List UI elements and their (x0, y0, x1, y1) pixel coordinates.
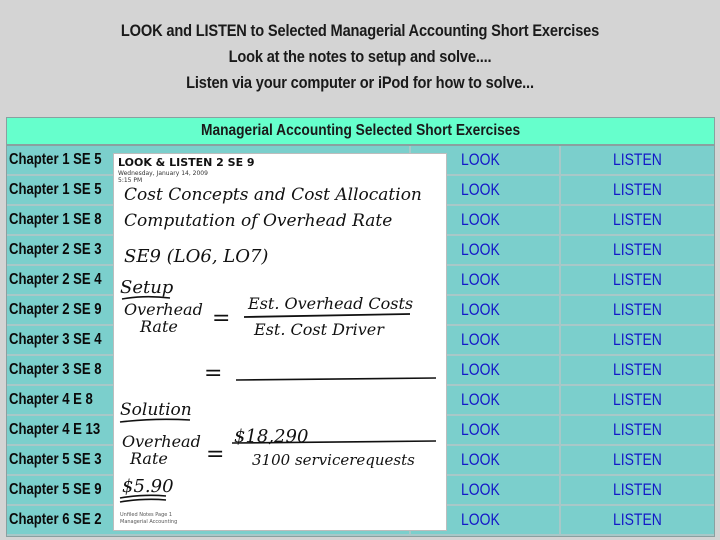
chapter-label: Chapter 6 SE 2 (9, 511, 102, 528)
listen-link[interactable] (613, 150, 673, 169)
note-numerator-2: $18,290 (234, 426, 309, 447)
chapter-label: Chapter 2 SE 4 (9, 271, 102, 288)
listen-link[interactable] (613, 210, 673, 229)
note-heading-2: Computation of Overhead Rate (124, 211, 393, 231)
look-link[interactable] (461, 240, 508, 259)
look-link[interactable] (461, 150, 508, 169)
listen-cell (561, 506, 714, 534)
listen-cell (561, 206, 714, 234)
chapter-label: Chapter 2 SE 9 (9, 301, 102, 318)
note-overhead-2: Overhead (122, 432, 201, 451)
listen-link-label: LISTEN (613, 360, 662, 379)
look-link-label: LOOK (461, 330, 500, 349)
listen-cell (561, 296, 714, 324)
listen-link[interactable] (613, 450, 673, 469)
listen-link[interactable] (613, 180, 673, 199)
note-heading-1: Cost Concepts and Cost Allocation (124, 185, 422, 205)
note-numerator-1: Est. Overhead Costs (248, 294, 414, 313)
look-link[interactable] (461, 450, 508, 469)
look-link-label: LOOK (461, 150, 500, 169)
look-link[interactable] (461, 510, 508, 529)
look-link[interactable] (461, 360, 508, 379)
table-title: Managerial Accounting Selected Short Exercises (7, 118, 714, 146)
listen-cell (561, 446, 714, 474)
look-link-label: LOOK (461, 420, 500, 439)
listen-cell (561, 236, 714, 264)
note-rate-2: Rate (130, 449, 168, 468)
listen-link-label: LISTEN (613, 330, 662, 349)
listen-link-label: LISTEN (613, 450, 662, 469)
note-time: 5:15 PM (118, 177, 143, 184)
look-link[interactable] (461, 270, 508, 289)
note-equals-2: = (204, 361, 223, 386)
note-title: LOOK & LISTEN 2 SE 9 (118, 156, 255, 169)
look-link[interactable] (461, 330, 508, 349)
look-link[interactable] (461, 480, 508, 499)
look-link-label: LOOK (461, 240, 500, 259)
look-link-label: LOOK (461, 210, 500, 229)
header-line-2: Look at the notes to setup and solve.... (228, 47, 492, 66)
listen-link-label: LISTEN (613, 180, 662, 199)
note-solution: Solution (120, 400, 192, 420)
listen-link[interactable] (613, 240, 673, 259)
listen-link-label: LISTEN (613, 150, 662, 169)
listen-link-label: LISTEN (613, 420, 662, 439)
listen-cell (561, 386, 714, 414)
header-line-1: LOOK and LISTEN to Selected Managerial Accounting Short Exercises (120, 21, 600, 40)
listen-cell (561, 326, 714, 354)
note-overhead-1: Overhead (124, 300, 203, 319)
note-date: Wednesday, January 14, 2009 (118, 170, 208, 177)
chapter-label: Chapter 5 SE 9 (9, 481, 102, 498)
look-link-label: LOOK (461, 360, 500, 379)
listen-link-label: LISTEN (613, 480, 662, 499)
listen-link[interactable] (613, 510, 673, 529)
listen-link[interactable] (613, 480, 673, 499)
listen-link[interactable] (613, 390, 673, 409)
look-link-label: LOOK (461, 450, 500, 469)
look-link[interactable] (461, 390, 508, 409)
note-equals-1: = (212, 306, 231, 331)
note-se-label: SE9 (LO6, LO7) (124, 246, 269, 267)
listen-cell (561, 146, 714, 174)
page-header (0, 18, 720, 96)
listen-link[interactable] (613, 360, 673, 379)
listen-link[interactable] (613, 270, 673, 289)
listen-cell (561, 476, 714, 504)
chapter-label: Chapter 5 SE 3 (9, 451, 102, 468)
note-footer: Unfiled Notes Page 1 Managerial Accounting (120, 512, 178, 525)
note-denominator-2: 3100 servicerequests (252, 451, 415, 469)
chapter-label: Chapter 3 SE 8 (9, 361, 102, 378)
listen-link-label: LISTEN (613, 240, 662, 259)
look-link-label: LOOK (461, 510, 500, 529)
look-link-label: LOOK (461, 480, 500, 499)
chapter-label: Chapter 1 SE 5 (9, 181, 102, 198)
listen-cell (561, 266, 714, 294)
look-link[interactable] (461, 210, 508, 229)
listen-link-label: LISTEN (613, 270, 662, 289)
look-link-label: LOOK (461, 270, 500, 289)
note-rate-1: Rate (140, 317, 178, 336)
look-link[interactable] (461, 180, 508, 199)
listen-link-label: LISTEN (613, 510, 662, 529)
chapter-label: Chapter 4 E 13 (9, 421, 101, 438)
look-link[interactable] (461, 300, 508, 319)
listen-link-label: LISTEN (613, 300, 662, 319)
listen-link-label: LISTEN (613, 390, 662, 409)
chapter-label: Chapter 2 SE 3 (9, 241, 102, 258)
listen-link[interactable] (613, 420, 673, 439)
listen-cell (561, 356, 714, 384)
listen-cell (561, 416, 714, 444)
note-setup: Setup (120, 277, 174, 298)
note-answer: $5.90 (122, 476, 174, 497)
chapter-label: Chapter 1 SE 8 (9, 211, 102, 228)
look-link-label: LOOK (461, 300, 500, 319)
look-link-label: LOOK (461, 180, 500, 199)
listen-link[interactable] (613, 330, 673, 349)
look-link-label: LOOK (461, 390, 500, 409)
listen-link-label: LISTEN (613, 210, 662, 229)
listen-cell (561, 176, 714, 204)
chapter-label: Chapter 1 SE 5 (9, 151, 102, 168)
note-equals-3: = (206, 442, 225, 467)
header-line-3: Listen via your computer or iPod for how to solve... (186, 73, 534, 92)
chapter-label: Chapter 3 SE 4 (9, 331, 102, 348)
look-link[interactable] (461, 420, 508, 439)
handwritten-note-popup (113, 153, 447, 531)
listen-link[interactable] (613, 300, 673, 319)
note-denominator-1: Est. Cost Driver (254, 320, 384, 339)
chapter-label: Chapter 4 E 8 (9, 391, 93, 408)
